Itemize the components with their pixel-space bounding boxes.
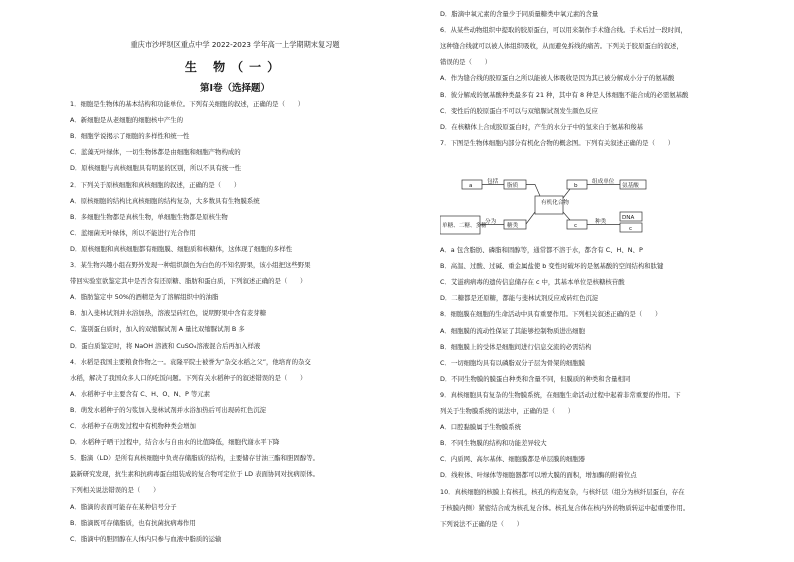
text-line: B．彼分解成的氨基酸种类最多有 21 种，其中有 8 种是人体细胞不能合成的必需氨基酸 [440,90,689,99]
text-line: A．作为缝合线的胶原蛋白之所以能被人体吸收是因为其已被分解成小分子的氨基酸 [440,74,675,83]
text-line: C．鉴别蛋白质时，加入的双缩脲试剂 A 量比双缩脲试剂 B 多 [70,325,245,334]
text-line: A．新细胞是从老细胞的细胞核中产生的 [70,116,184,125]
text-line: C．变性后的胶原蛋白不可以与双缩脲试剂发生颜色反应 [440,106,598,115]
text-line: C．内质网、高尔基体、细胞膜都是单层膜的细胞器 [440,455,586,464]
label-b: b [574,183,578,189]
text-line: D．在核糖体上合成胶原蛋白时，产生的水分子中的氢来自于氨基和羧基 [440,122,644,131]
text-line: B．高温、过酸、过碱、重金属盐使 b 变性时破坏的是氨基酸的空间结构和肽键 [440,262,664,271]
label-divide: 分为 [485,219,497,225]
text-line: B．不同生物膜的结构和功能差异较大 [440,439,547,448]
text-line: 1．细胞是生物体的基本结构和功能单位。下列有关细胞的叙述，正确的是（ ） [70,100,305,108]
text-line: B．细胞学说揭示了细胞的多样性和统一性 [70,132,190,141]
text-line: C．脂滴中的胆固醇在人体内只参与血液中脂质的运输 [70,534,222,543]
text-line: B．加入斐林试剂并水浴加热，溶液呈砖红色，说明野果中含有麦芽糖 [70,309,267,318]
text-line: D．不同生物膜的膜蛋白种类和含量不同，但膜质的种类和含量相同 [440,374,631,383]
label-center: 有机化合物 [541,200,569,206]
text-line: D．水稻种子晒干过程中，结合水与自由水的比值降低，细胞代谢水平下降 [70,438,280,447]
text-line: 2．下列关于原核细胞和真核细胞的叙述，正确的是（ ） [70,180,241,189]
exam-subject: 生 物（一） [184,60,286,74]
text-line: C．艾滋病病毒的遗传信息储存在 c 中，其基本单位是核糖核苷酸 [440,278,625,287]
text-line: 下列说法不正确的是（ ） [440,519,524,528]
label-composition: 组成单位 [592,179,615,185]
label-dna: DNA [622,215,635,221]
line-center-c [563,212,570,220]
label-include-1: 包括 [487,179,499,185]
text-line: D．蛋白质鉴定时，将 NaOH 溶液和 CuSO₄溶液混合后再加入样液 [70,341,261,350]
line-center-sugar [526,212,535,224]
text-line: D．脂滴中氧元素的含量少于同质量糖类中氧元素的含量 [440,10,599,18]
text-line: D．线粒体、叶绿体等细胞器都可以增大膜的面积，增加酶的附着位点 [440,471,637,480]
text-line: B．萌发水稻种子的匀浆加入斐林试剂并水浴加热后可出现砖红色沉淀 [70,405,267,414]
text-line: A．原核细胞的结构比真核细胞的结构复杂，大多数具有生物膜系统 [70,196,260,205]
text-line: 错误的是（ ） [440,58,492,67]
section-title: 第Ⅰ卷（选择题） [199,83,271,94]
label-sugar: 糖类 [507,223,519,229]
text-line: 6．从某些动物组织中提取的胶原蛋白，可以用来制作手术缝合线。手术后过一段时间， [440,26,687,35]
text-line: A．细胞膜的流动性保证了其能够控制物质进出细胞 [440,326,585,335]
text-line: B．脂滴既可存储脂质，也有抗菌抗病毒作用 [70,518,196,527]
text-line: 9．真核细胞具有复杂的生物膜系统，在细胞生命活动过程中起着非常重要的作用。下 [440,390,681,399]
label-types: 单糖、二糖、多糖 [442,223,487,229]
line-center-b [563,189,570,198]
text-line: 这种缝合线就可以被人体组织吸收，从而避免拆线的痛苦。下列关于胶原蛋白的叙述， [440,42,683,51]
text-line: B．多细胞生物都是真核生物，单细胞生物都是原核生物 [70,212,228,221]
label-fat: 脂质 [507,183,519,189]
label-a: a [469,183,473,189]
text-line: A．脂滴的表面可能存在某种信号分子 [70,502,177,511]
text-line: 7．下图是生物体细胞内部分有机化合物的概念图。下列有关叙述正确的是（ ） [440,138,675,147]
text-line: 最新研究发现，抗生素和抗病毒蛋白组装成的复合物可定位于 LD 表面协同对抗病原体。 [70,470,319,479]
text-line: 10．真核细胞的核膜上有核孔，核孔的构造复杂，与核纤层（组分为核纤层蛋白，存在 [440,487,685,496]
label-kinds: 种类 [595,219,607,225]
text-line: A．脂肪鉴定中 50%的酒精是为了溶解组织中的油脂 [70,293,219,302]
text-line: 下列相关说法错误的是（ ） [70,486,160,495]
text-line: 4．水稻是我国主要粮食作物之一。袁隆平院士被誉为“杂交水稻之父”，他培育的杂交 [70,357,311,366]
line-fat-center [526,185,540,197]
text-line: C．蓝藻无叶绿体，一切生物体都是由细胞和细胞产物构成的 [70,148,241,157]
exam-title: 重庆市沙坪坝区重点中学 2022-2023 学年高一上学期期末复习题 [130,40,340,49]
label-amino: 氨基酸 [622,183,639,189]
text-line: 5．脂滴（LD）是所有真核细胞中负责存储脂质的结构，主要储存甘油三酯和胆固醇等。 [70,454,319,463]
text-line: 于核膜内侧）紧密结合成为核孔复合体。核孔复合体在核内外的物质转运中起重要作用。 [440,503,690,512]
text-line: A．口腔黏膜属于生物膜系统 [440,423,522,432]
text-line: A．a 包含脂肪、磷脂和固醇等，通常都不溶于水，都含有 C、H、N、P [440,246,643,254]
concept-map-diagram [440,178,690,240]
text-line: 3．某生物兴趣小组在野外发现一种组织颜色为白色的不知名野果，该小组把这些野果 [70,261,311,269]
text-line: C．蓝细菌无叶绿体，所以不能进行光合作用 [70,228,196,237]
text-line: D．原核细胞与真核细胞具有明显的区别，所以不具有统一性 [70,164,242,173]
text-line: D．原核细胞和真核细胞都有细胞膜、细胞质和核糖体，这体现了细胞的多样性 [70,244,293,253]
text-line: 列关于生物膜系统的说法中，正确的是（ ） [440,407,575,415]
label-c2: c [629,226,633,232]
text-line: D．二糖都是还原糖，都能与斐林试剂反应成砖红色沉淀 [440,294,599,303]
label-c: c [574,223,578,229]
text-line: 8．细胞膜在细胞的生命活动中具有重要作用。下列相关叙述正确的是（ ） [440,310,662,319]
text-line: C．一切细胞均具有以磷脂双分子层为骨架的细胞膜 [440,358,586,367]
text-line: B．细胞膜上的受体是细胞间进行信息交流的必需结构 [440,342,592,351]
text-line: 带回实验室欲鉴定其中是否含有还原糖、脂肪和蛋白质，下列叙述正确的是（ ） [70,277,307,286]
text-line: 水稻，解决了我国众多人口的吃饭问题。下列有关水稻种子的叙述错误的是（ ） [70,373,307,382]
text-line: C．水稻种子在萌发过程中有机物种类会增加 [70,422,196,430]
text-line: A．水稻种子中主要含有 C、H、O、N、P 等元素 [70,389,211,398]
